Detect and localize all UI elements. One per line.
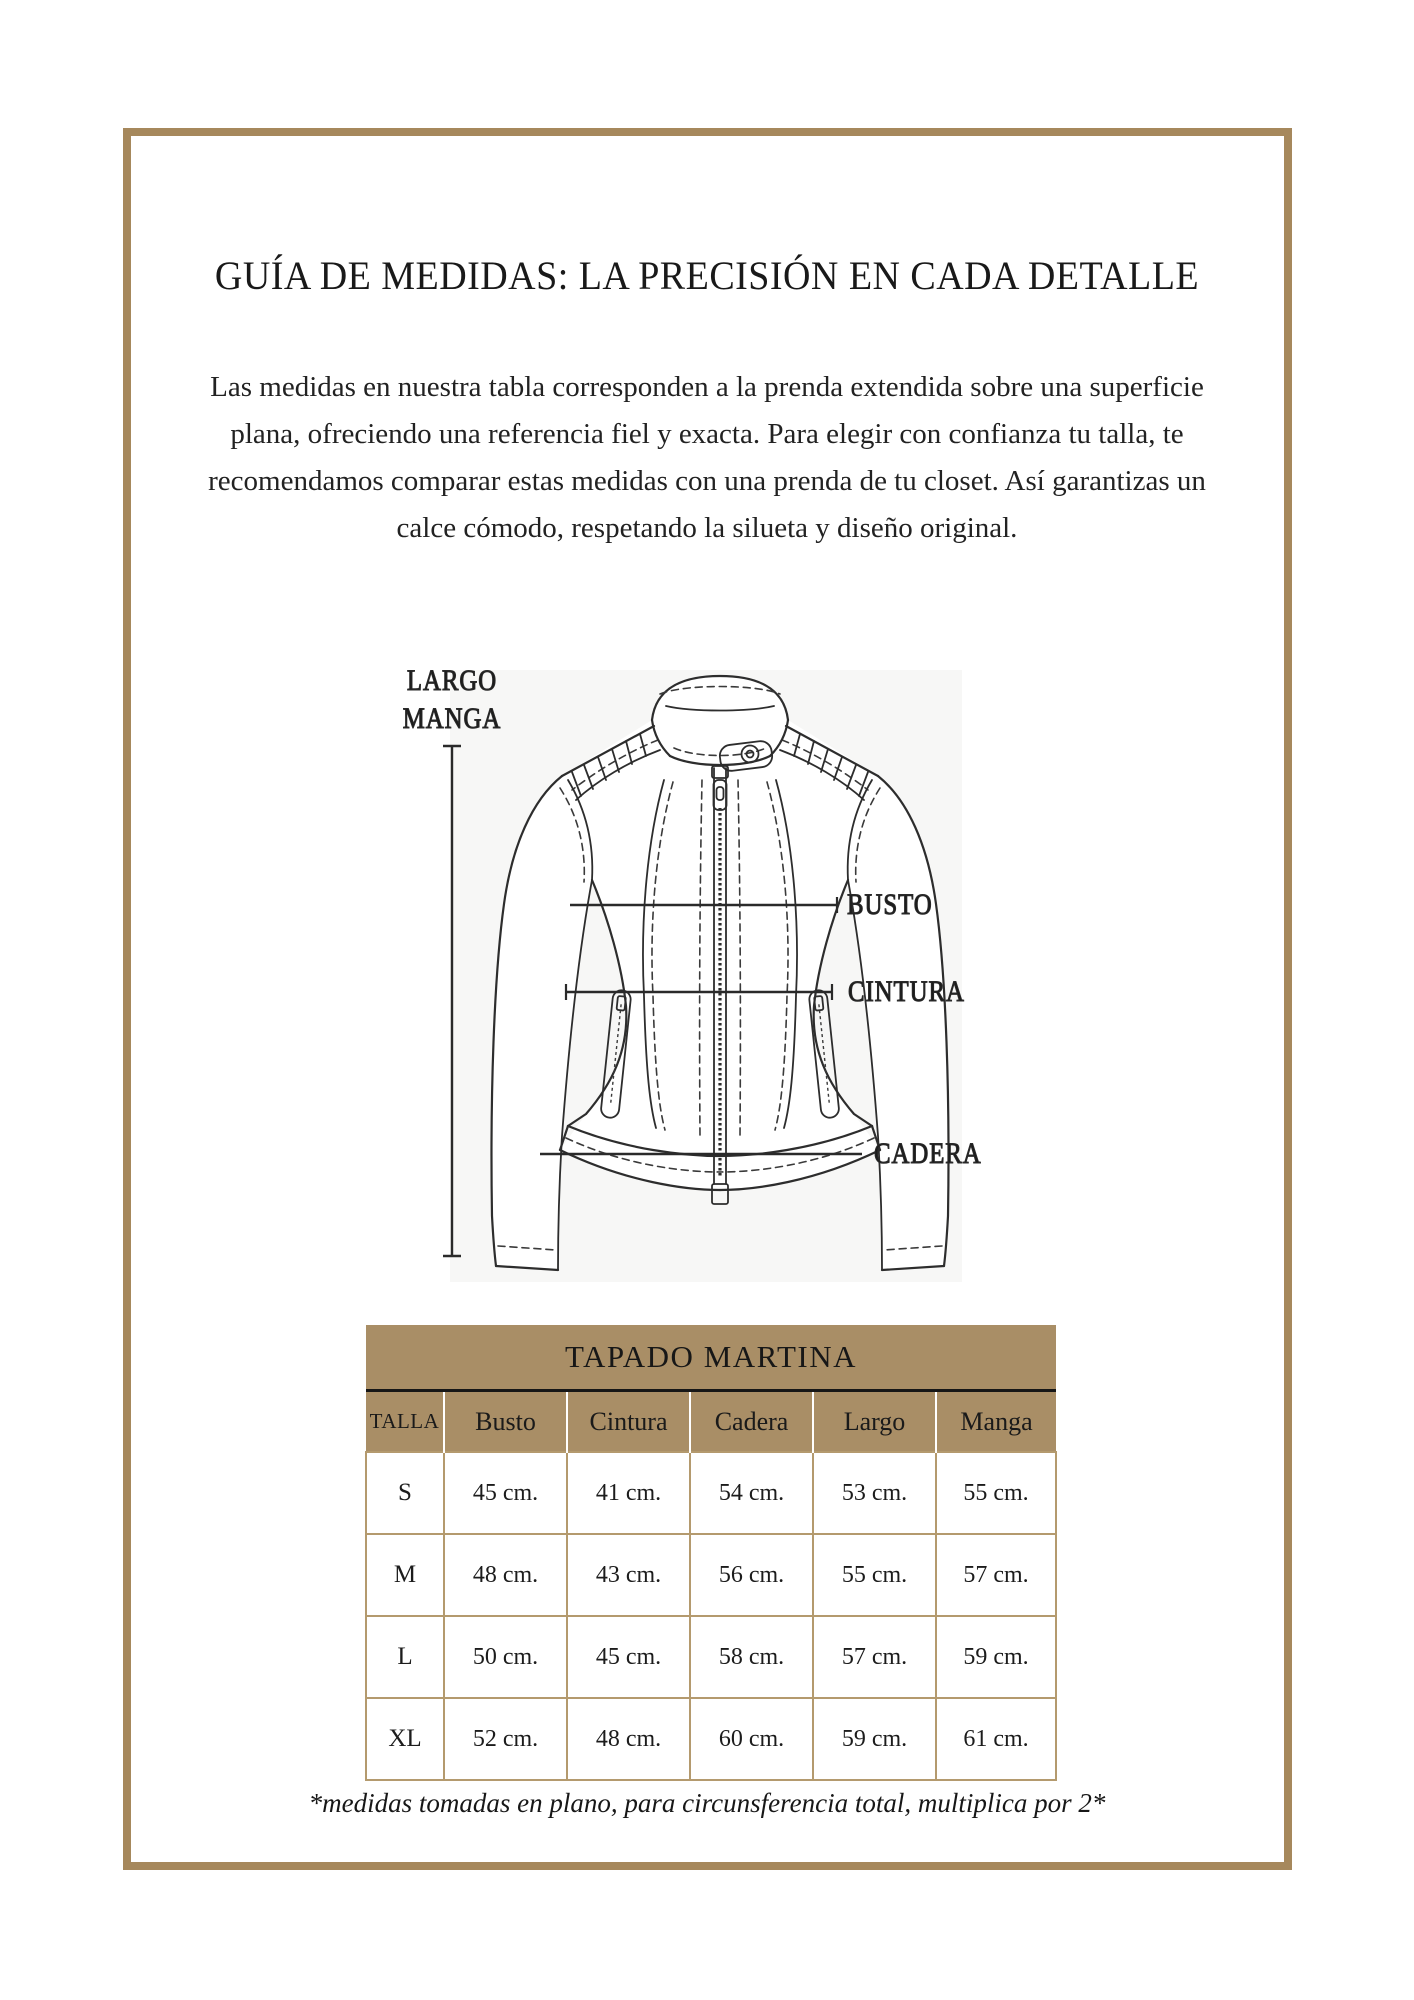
table-row-m <box>366 1534 1056 1616</box>
value-cell: 52 cm. <box>444 1698 567 1780</box>
value-cell: 58 cm. <box>690 1616 813 1698</box>
hip-label: CADERA <box>874 1137 982 1170</box>
size-label: L <box>366 1616 444 1698</box>
value-cell: 54 cm. <box>690 1452 813 1534</box>
value-cell: 57 cm. <box>936 1534 1056 1616</box>
value-cell: 56 cm. <box>690 1534 813 1616</box>
column-header-cintura: Cintura <box>567 1391 690 1453</box>
column-header-cadera: Cadera <box>690 1391 813 1453</box>
table-row-s <box>366 1452 1056 1534</box>
value-cell: 48 cm. <box>444 1534 567 1616</box>
page-title: GUÍA DE MEDIDAS: LA PRECISIÓN EN CADA DETALLE <box>214 253 1200 298</box>
value-cell: 48 cm. <box>567 1698 690 1780</box>
waist-label: CINTURA <box>848 975 965 1008</box>
table-title: TAPADO MARTINA <box>366 1325 1056 1391</box>
value-cell: 60 cm. <box>690 1698 813 1780</box>
sleeve-length-label-line2: MANGA <box>402 702 502 735</box>
measurement-footnote: *medidas tomadas en plano, para circunsferencia total, multiplica por 2* <box>308 1788 1106 1818</box>
jacket-measurement-diagram <box>400 648 1000 1293</box>
size-label: XL <box>366 1698 444 1780</box>
value-cell: 45 cm. <box>567 1616 690 1698</box>
table-header-row <box>366 1391 1056 1453</box>
table-row-l <box>366 1616 1056 1698</box>
value-cell: 59 cm. <box>813 1698 936 1780</box>
jacket-technical-sketch <box>400 648 1000 1293</box>
value-cell: 43 cm. <box>567 1534 690 1616</box>
column-header-manga: Manga <box>936 1391 1056 1453</box>
bust-label: BUSTO <box>847 888 933 921</box>
size-label: S <box>366 1452 444 1534</box>
column-header-largo: Largo <box>813 1391 936 1453</box>
sleeve-length-label-line1: LARGO <box>406 664 498 697</box>
size-label: M <box>366 1534 444 1616</box>
column-header-busto: Busto <box>444 1391 567 1453</box>
value-cell: 50 cm. <box>444 1616 567 1698</box>
intro-paragraph: Las medidas en nuestra tabla corresponden a la prenda extendida sobre una superficie plana, ofreciendo una referencia fiel y exacta. Para elegir con confianza tu talla, te recomendamos comparar estas medidas con una prenda de tu closet. Así garantizas un calce cómodo, respetando la silueta y diseño original. <box>208 371 1206 544</box>
value-cell: 41 cm. <box>567 1452 690 1534</box>
column-header-talla: TALLA <box>366 1391 444 1453</box>
value-cell: 53 cm. <box>813 1452 936 1534</box>
value-cell: 55 cm. <box>813 1534 936 1616</box>
value-cell: 45 cm. <box>444 1452 567 1534</box>
table-row-xl <box>366 1698 1056 1780</box>
value-cell: 59 cm. <box>936 1616 1056 1698</box>
value-cell: 57 cm. <box>813 1616 936 1698</box>
size-table <box>365 1325 1057 1781</box>
value-cell: 55 cm. <box>936 1452 1056 1534</box>
value-cell: 61 cm. <box>936 1698 1056 1780</box>
